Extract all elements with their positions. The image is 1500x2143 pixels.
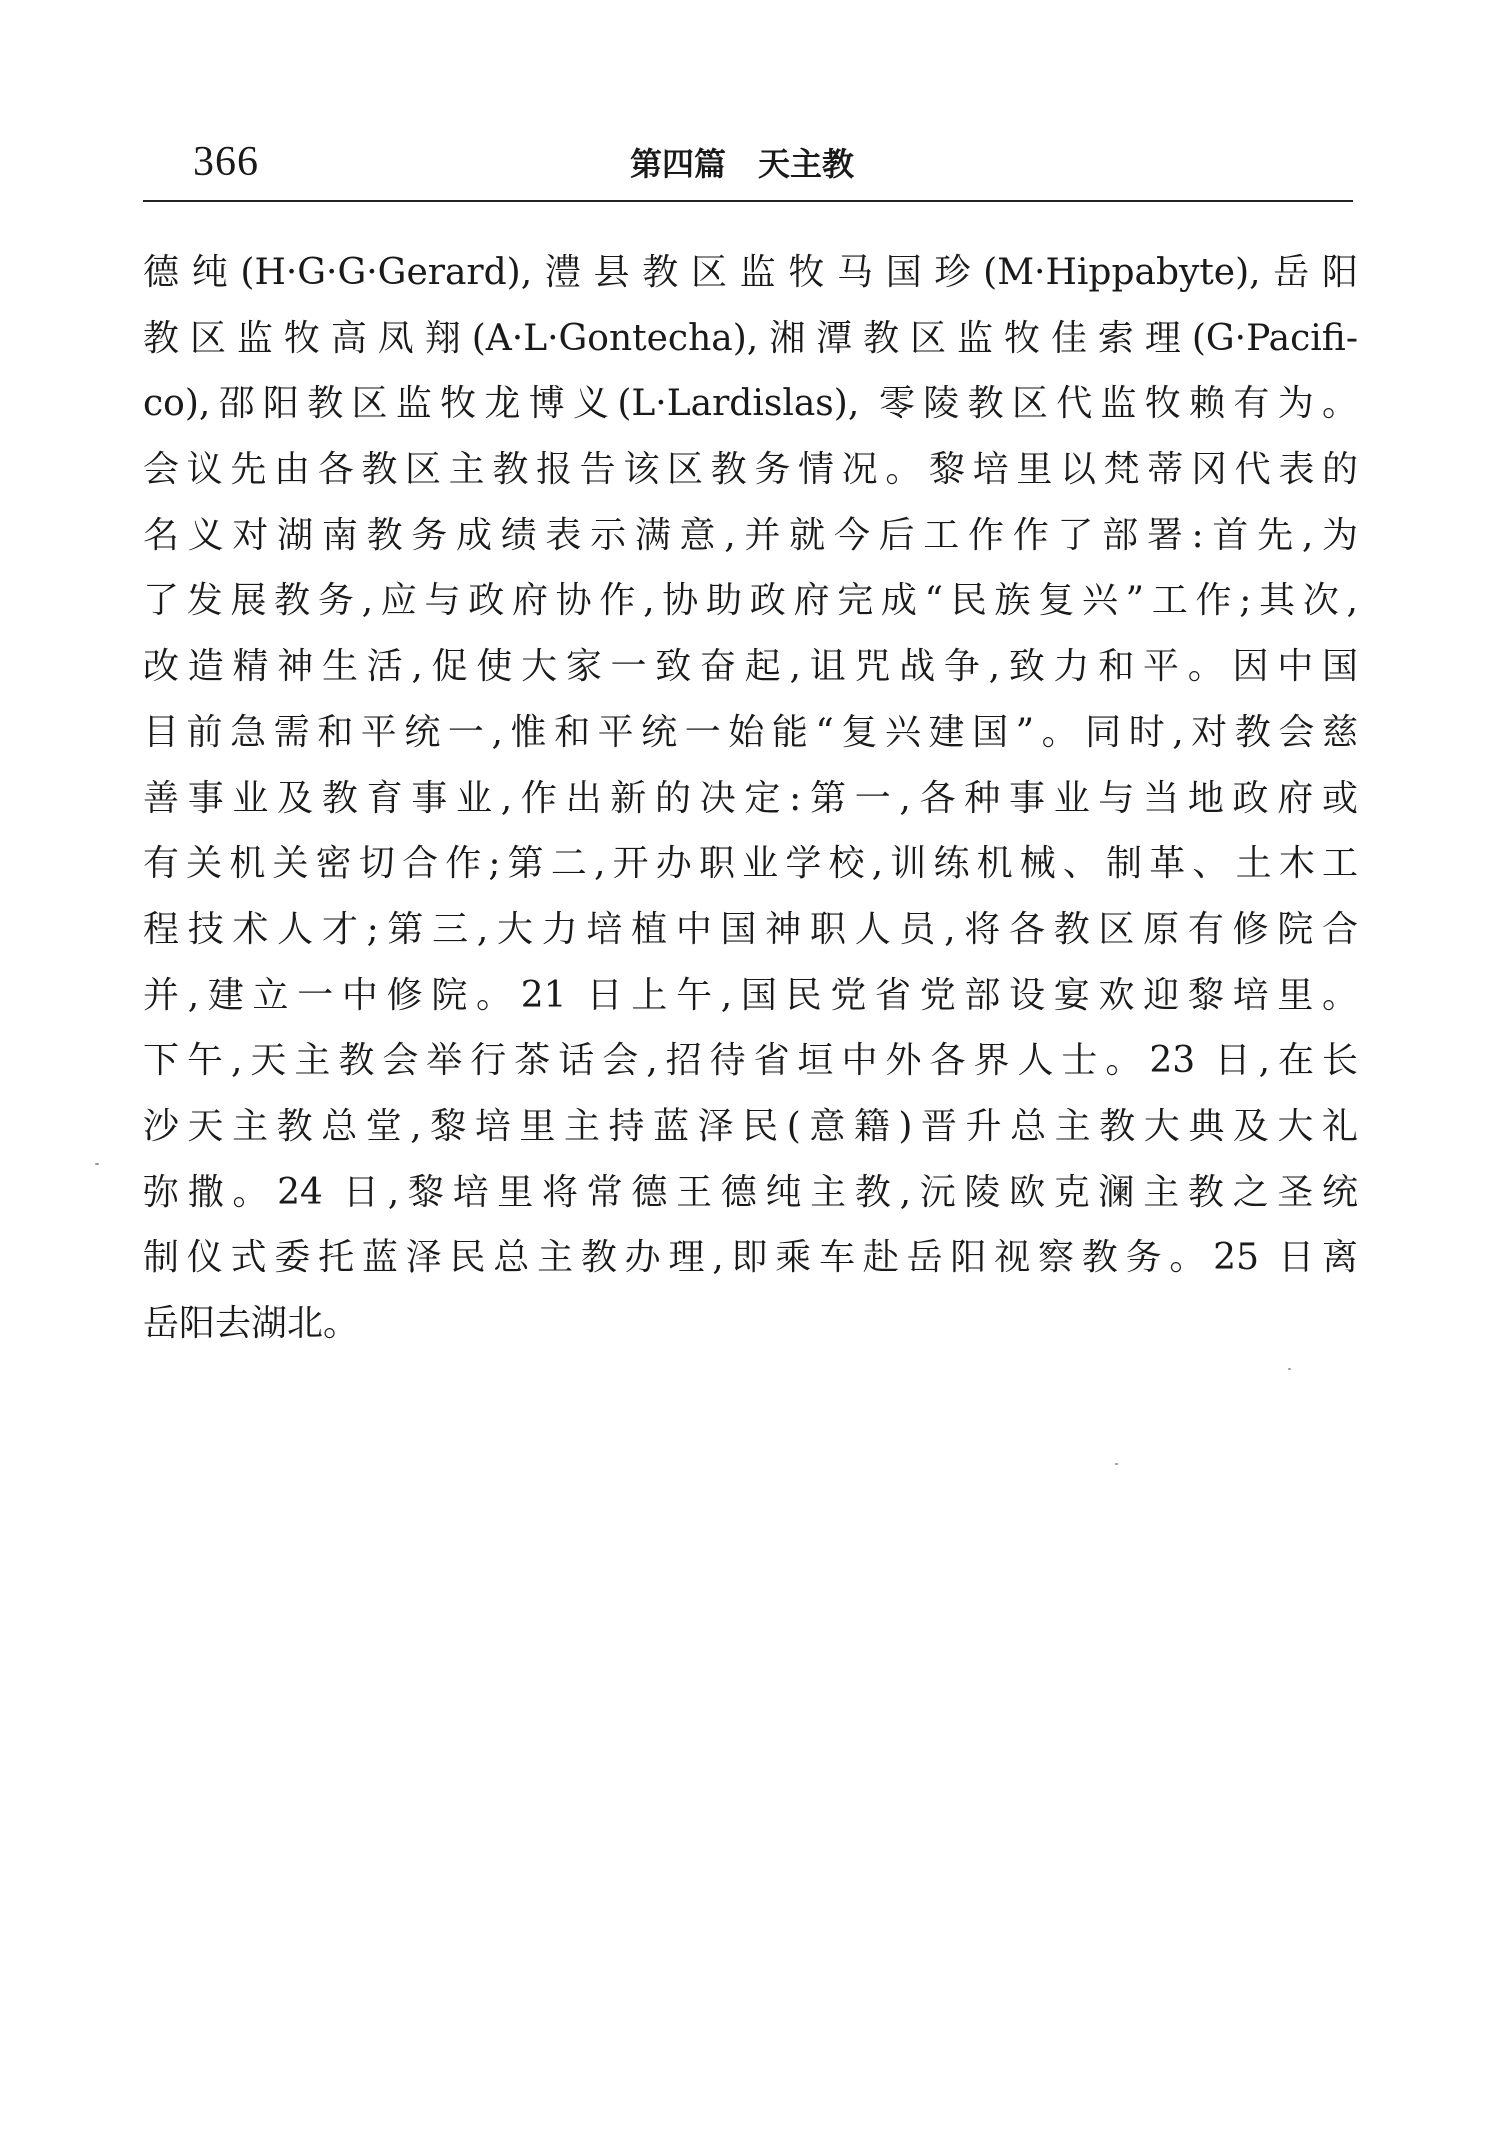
text-line: 有关机关密切合作;第二,开办职业学校,训练机械、制革、土木工	[143, 843, 1358, 885]
text-line: 改造精神生活,促使大家一致奋起,诅咒战争,致力和平。因中国	[143, 646, 1358, 688]
header-rule	[143, 200, 1353, 202]
text-line: 并,建立一中修院。21 日上午,国民党省党部设宴欢迎黎培里。	[143, 974, 1358, 1016]
text-line: 善事业及教育事业,作出新的决定:第一,各种事业与当地政府或	[143, 777, 1358, 819]
text-line: 教区监牧高凤翔(A·L·Gontecha),湘潭教区监牧佳索理(G·Pacifi-	[143, 317, 1358, 359]
text-line: 岳阳去湖北。	[143, 1303, 360, 1344]
text-line: 制仪式委托蓝泽民总主教办理,即乘车赴岳阳视察教务。25 日离	[143, 1237, 1358, 1279]
text-line: co),邵阳教区监牧龙博义(L·Lardislas), 零陵教区代监牧赖有为。	[143, 383, 1358, 425]
scan-speck	[1115, 1463, 1118, 1465]
text-line: 沙天主教总堂,黎培里主持蓝泽民(意籍)晋升总主教大典及大礼	[143, 1105, 1358, 1147]
page-number: 366	[193, 139, 259, 185]
text-line: 弥撒。24 日,黎培里将常德王德纯主教,沅陵欧克澜主教之圣统	[143, 1171, 1358, 1213]
text-line: 程技术人才;第三,大力培植中国神职人员,将各教区原有修院合	[143, 908, 1358, 950]
scan-speck	[95, 1163, 99, 1165]
scan-speck	[1288, 1368, 1291, 1370]
text-line: 德纯(H·G·G·Gerard),澧县教区监牧马国珍(M·Hippabyte),岳阳	[143, 252, 1358, 293]
body-text	[143, 240, 1358, 1357]
text-line: 了发展教务,应与政府协作,协助政府完成“民族复兴”工作;其次,	[143, 580, 1358, 622]
text-line: 下午,天主教会举行茶话会,招待省垣中外各界人士。23 日,在长	[143, 1040, 1358, 1082]
text-line: 目前急需和平统一,惟和平统一始能“复兴建国”。同时,对教会慈	[143, 711, 1358, 753]
text-line: 名义对湖南教务成绩表示满意,并就今后工作作了部署:首先,为	[143, 514, 1358, 556]
running-head: 第四篇 天主教	[630, 145, 855, 183]
text-line: 会议先由各教区主教报告该区教务情况。黎培里以梵蒂冈代表的	[143, 449, 1358, 491]
